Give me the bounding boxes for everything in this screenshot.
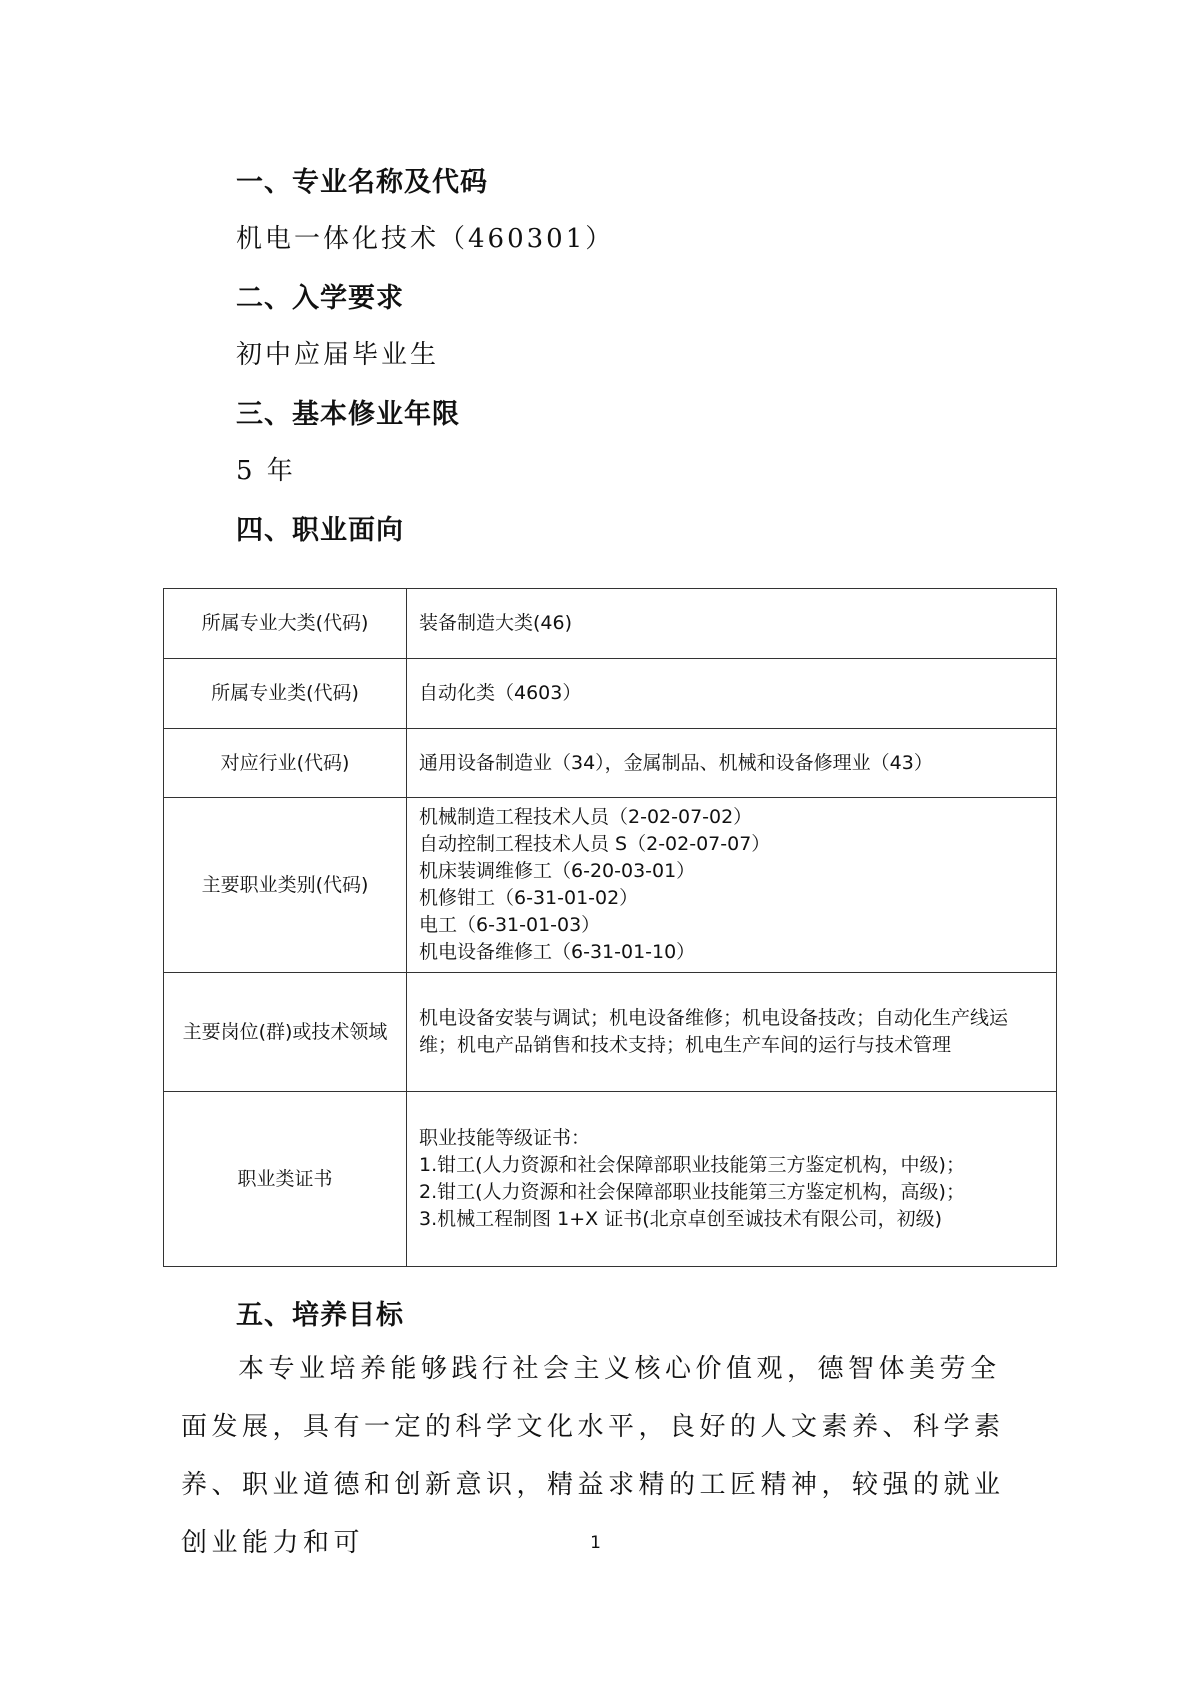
table-row bbox=[164, 973, 1057, 1092]
row-value-list bbox=[407, 1092, 1057, 1267]
row-value-list bbox=[407, 798, 1057, 973]
table-row bbox=[164, 798, 1057, 973]
occupation-item: 电工（6-31-01-03） bbox=[419, 914, 601, 936]
heading-training-goal: 五、培养目标 bbox=[236, 1300, 404, 1331]
table-row bbox=[164, 729, 1057, 798]
certificate-item: 2.钳工(人力资源和社会保障部职业技能第三方鉴定机构，高级)； bbox=[419, 1181, 965, 1203]
training-goal-paragraph: 本专业培养能够践行社会主义核心价值观，德智体美劳全面发展，具有一定的科学文化水平，良好的人文素养、科学素养、职业道德和创新意识，精益求精的工匠精神，较强的就业创业能力和可 bbox=[181, 1354, 1005, 1558]
occupation-item: 机修钳工（6-31-01-02） bbox=[419, 887, 639, 909]
occupation-item: 自动控制工程技术人员 S（2-02-07-07） bbox=[419, 833, 771, 855]
heading-career-orientation: 四、职业面向 bbox=[236, 515, 404, 546]
table-row bbox=[164, 1092, 1057, 1267]
heading-major-name: 一、专业名称及代码 bbox=[236, 167, 488, 198]
row-label: 职业类证书 bbox=[164, 1092, 407, 1267]
certificate-item: 1.钳工(人力资源和社会保障部职业技能第三方鉴定机构，中级)； bbox=[419, 1154, 965, 1176]
row-label: 主要岗位(群)或技术领域 bbox=[164, 973, 407, 1092]
row-label: 主要职业类别(代码) bbox=[164, 798, 407, 973]
heading-admission: 二、入学要求 bbox=[236, 283, 404, 314]
certificate-item: 职业技能等级证书： bbox=[419, 1127, 591, 1149]
occupation-item: 机械制造工程技术人员（2-02-07-02） bbox=[419, 806, 753, 828]
page-number: 1 bbox=[590, 1533, 601, 1553]
row-value: 通用设备制造业（34），金属制品、机械和设备修理业（43） bbox=[407, 729, 1057, 798]
row-value: 机电设备安装与调试；机电设备维修；机电设备技改；自动化生产线运维；机电产品销售和技术支持；机电生产车间的运行与技术管理 bbox=[407, 973, 1057, 1092]
table-row bbox=[164, 659, 1057, 729]
row-label: 对应行业(代码) bbox=[164, 729, 407, 798]
career-orientation-table bbox=[163, 588, 1057, 1267]
study-years: 5 年 bbox=[236, 456, 296, 486]
table-row bbox=[164, 589, 1057, 659]
major-name-code: 机电一体化技术（460301） bbox=[236, 224, 615, 254]
occupation-item: 机床装调维修工（6-20-03-01） bbox=[419, 860, 696, 882]
occupation-item: 机电设备维修工（6-31-01-10） bbox=[419, 941, 696, 963]
row-value: 装备制造大类(46) bbox=[407, 589, 1057, 659]
certificate-item: 3.机械工程制图 1+X 证书(北京卓创至诚技术有限公司，初级) bbox=[419, 1208, 943, 1230]
row-label: 所属专业类(代码) bbox=[164, 659, 407, 729]
heading-study-years: 三、基本修业年限 bbox=[236, 399, 460, 430]
admission-requirement: 初中应届毕业生 bbox=[236, 340, 440, 370]
row-label: 所属专业大类(代码) bbox=[164, 589, 407, 659]
row-value: 自动化类（4603） bbox=[407, 659, 1057, 729]
